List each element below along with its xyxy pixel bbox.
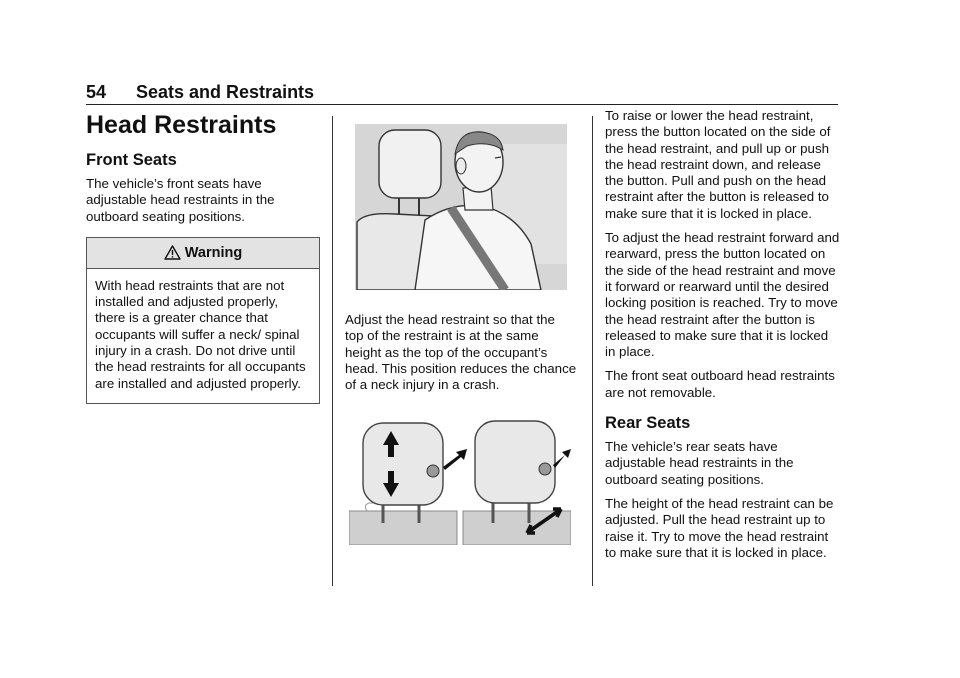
column-divider-1 (332, 116, 333, 586)
not-removable-paragraph: The front seat outboard head restraints are not removable. (605, 368, 835, 400)
head-restraint-adjustment-arrows-illustration (349, 415, 571, 545)
warning-triangle-icon (164, 245, 181, 260)
column-divider-2 (592, 116, 593, 586)
warning-text: With head restraints that are not installed and adjusted properly, there is a greater chance that occupants will suffer a neck/ spinal injury in a crash. Do not drive until the head restraints for all occupants are installed and adjusted properly. (95, 277, 306, 391)
warning-header (87, 238, 319, 269)
page-header (86, 82, 838, 105)
left-column (86, 108, 320, 404)
person-with-head-restraint-illustration (355, 124, 567, 290)
forward-rearward-paragraph: To adjust the head restraint forward and rearward, press the button located on the side of the head restraint and move it forward or rearward until the desired locking position is reached. Try to move the head restraint after the button is released to make sure that it is locked in place. (605, 230, 840, 360)
right-column (605, 108, 841, 569)
page-number: 54 (86, 82, 107, 102)
middle-column (345, 108, 577, 545)
rear-seats-heading: Rear Seats (605, 414, 691, 433)
rear-seats-intro: The vehicle’s rear seats have adjustable head restraints in the outboard seating positions. (605, 439, 794, 487)
front-seats-intro: The vehicle’s front seats have adjustable head restraints in the outboard seating positions. (86, 176, 275, 224)
section-title: Seats and Restraints (136, 82, 315, 102)
rear-height-paragraph: The height of the head restraint can be adjusted. Pull the head restraint up to raise it. Try to move the head restraint to make sure that it is locked in place. (605, 495, 834, 560)
front-seats-heading: Front Seats (86, 151, 177, 169)
page-title: Head Restraints (86, 111, 277, 139)
warning-box (86, 237, 320, 404)
warning-label: Warning (184, 244, 243, 261)
raise-lower-paragraph: To raise or lower the head restraint, press the button located on the side of the head restraint, and pull up or push the head restraint down, and release the button. Pull and push on the head restraint after the button is released to make sure that it is locked in place. (605, 108, 831, 221)
adjust-height-paragraph: Adjust the head restraint so that the top of the restraint is at the same height as the top of the occupant’s head. This position reduces the chance of a neck injury in a crash. (345, 312, 577, 393)
